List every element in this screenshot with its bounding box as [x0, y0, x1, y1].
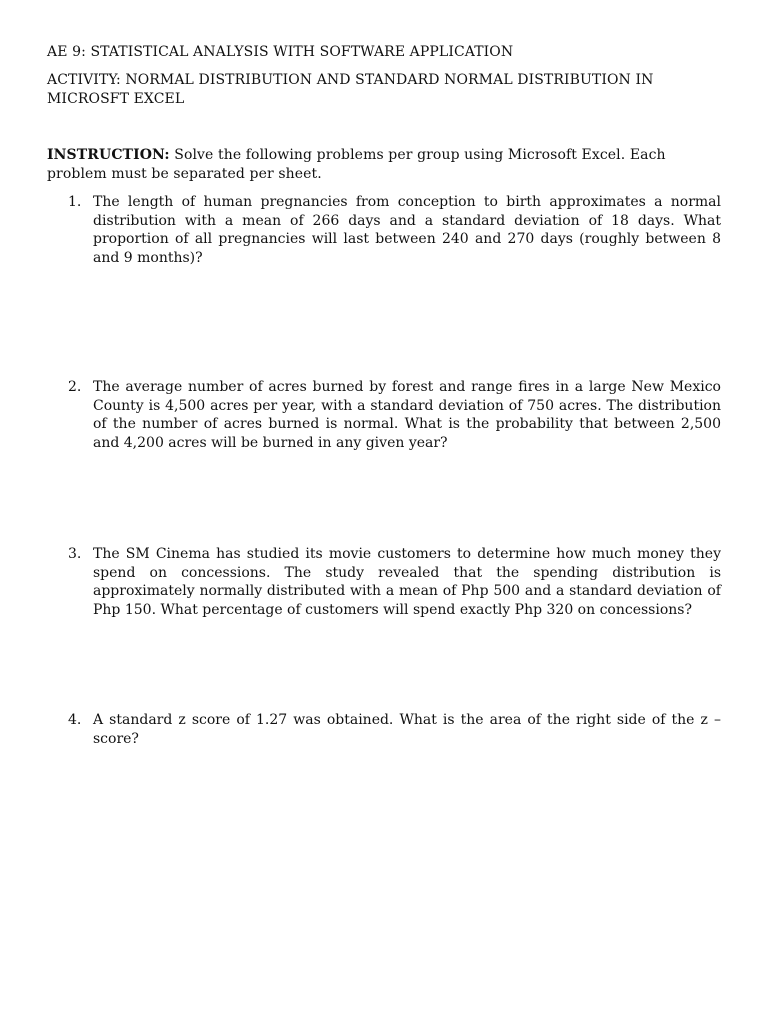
- problem-number: 1.: [68, 194, 82, 210]
- activity-title: ACTIVITY: NORMAL DISTRIBUTION AND STANDARD NORMAL DISTRIBUTION IN MICROSFT EXCEL: [47, 72, 654, 107]
- course-title: AE 9: STATISTICAL ANALYSIS WITH SOFTWARE APPLICATION: [47, 44, 514, 60]
- problem-text: The average number of acres burned by forest and range fires in a large New Mexico County is 4,500 acres per year, with a standard deviation of 750 acres. The distribution of the number of acres burned is normal. What is the probability that between 2,500 and 4,200 acres will be burned in any given year?: [93, 379, 721, 451]
- problem-number: 4.: [68, 712, 82, 728]
- instruction-lead: INSTRUCTION:: [47, 147, 170, 163]
- problem-text: A standard z score of 1.27 was obtained. What is the area of the right side of the z – score?: [93, 712, 721, 747]
- problem-number: 2.: [68, 379, 82, 395]
- instruction-paragraph: [47, 146, 719, 184]
- problem-number: 3.: [68, 546, 82, 562]
- problem-text: The length of human pregnancies from conception to birth approximates a normal distribution with a mean of 266 days and a standard deviation of 18 days. What proportion of all pregnancies will last between 240 and 270 days (roughly between 8 and 9 months)?: [93, 194, 721, 266]
- instruction-text: Solve the following problems per group using Microsoft Excel. Each problem must be separated per sheet.: [47, 147, 666, 182]
- problem-text: The SM Cinema has studied its movie customers to determine how much money they spend on concessions. The study revealed that the spending distribution is approximately normally distributed with a mean of Php 500 and a standard deviation of Php 150. What percentage of customers will spend exactly Php 320 on concessions?: [93, 546, 721, 618]
